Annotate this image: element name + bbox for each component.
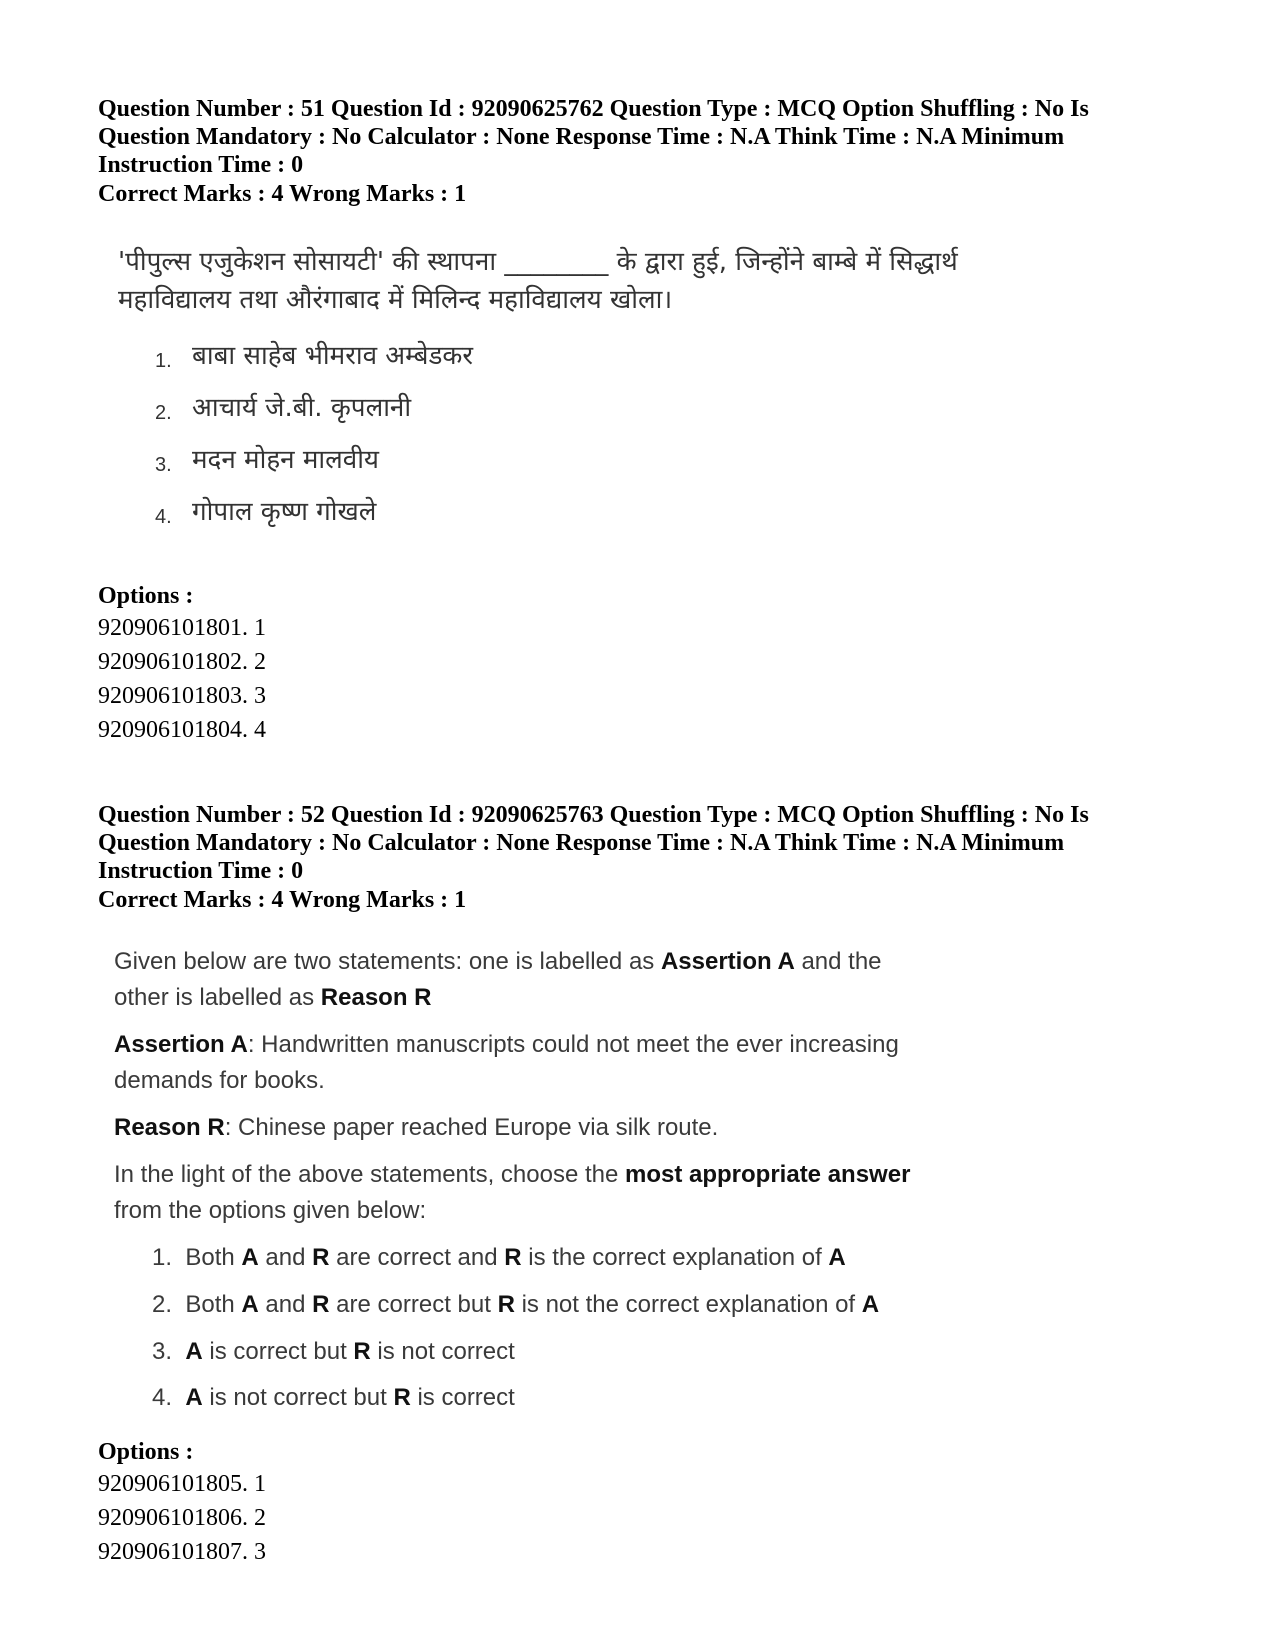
q52-choice-4 xyxy=(152,1380,515,1416)
q52-choice-1-r: R xyxy=(312,1244,330,1271)
q52-choice-3-t1: is correct but xyxy=(202,1338,354,1365)
q52-assertion-line2: demands for books. xyxy=(114,1067,325,1094)
q52-option-1: 920906101805. 1 xyxy=(98,1471,266,1497)
q52-assertion-text: : Handwritten manuscripts could not meet the ever increasing xyxy=(247,1031,899,1058)
q52-choice-1-a2: A xyxy=(828,1244,846,1271)
q52-choice-1-t1: Both xyxy=(185,1244,242,1271)
q52-instruction-text: In the light of the above statements, choose the xyxy=(114,1161,625,1188)
q51-choice-4-number: 4. xyxy=(155,506,172,528)
q52-choice-3-a: A xyxy=(185,1338,203,1365)
q52-instruction-line1 xyxy=(114,1157,910,1193)
q52-meta: Question Number : 52 Question Id : 92090625763 Question Type : MCQ Option Shuffling : No Is Question Mandatory : No Calculator : None Response Time : N.A Think Time : N.A Minimum Instruction Time : 0 xyxy=(98,802,1089,884)
q52-choice-1 xyxy=(152,1240,846,1276)
q52-choice-2-a: A xyxy=(241,1291,259,1318)
q52-choice-1-t4: is the correct explanation of xyxy=(521,1244,829,1271)
q52-choice-2 xyxy=(152,1287,879,1323)
q51-choice-1-text: बाबा साहेब भीमराव अम्बेडकर xyxy=(192,341,473,371)
q51-option-4: 920906101804. 4 xyxy=(98,717,266,743)
q51-meta: Question Number : 51 Question Id : 92090625762 Question Type : MCQ Option Shuffling : No Is Question Mandatory : No Calculator : None Response Time : N.A Think Time : N.A Minimum Instruction Time : 0 xyxy=(98,96,1089,178)
q52-choice-2-r2: R xyxy=(497,1291,515,1318)
q52-choice-3-number: 3. xyxy=(152,1338,173,1365)
q52-choice-2-t4: is not the correct explanation of xyxy=(514,1291,862,1318)
q51-option-3: 920906101803. 3 xyxy=(98,683,266,709)
q51-choice-4-text: गोपाल कृष्ण गोखले xyxy=(192,497,377,527)
q52-choice-3 xyxy=(152,1334,515,1370)
q52-option-3: 920906101807. 3 xyxy=(98,1539,266,1565)
q52-choice-4-t2: is correct xyxy=(410,1384,515,1411)
q52-reason-line xyxy=(114,1110,718,1146)
q52-intro2-reason: Reason R xyxy=(320,984,432,1011)
q52-assertion-line1 xyxy=(114,1027,899,1063)
q52-choice-4-t1: is not correct but xyxy=(202,1384,394,1411)
q52-intro2-text: other is labelled as xyxy=(114,984,321,1011)
q51-choice-2-text: आचार्य जे.बी. कृपलानी xyxy=(192,393,412,423)
q52-assertion-label: Assertion A xyxy=(114,1031,248,1058)
q52-choice-3-r: R xyxy=(353,1338,371,1365)
q52-choice-2-r: R xyxy=(312,1291,330,1318)
q51-marks: Correct Marks : 4 Wrong Marks : 1 xyxy=(98,181,467,207)
q52-options-title: Options : xyxy=(98,1439,194,1465)
q51-choice-1-number: 1. xyxy=(155,350,172,372)
q51-options-title: Options : xyxy=(98,583,194,609)
q52-intro-text-a: Given below are two statements: one is labelled as xyxy=(114,948,661,975)
q52-choice-1-r2: R xyxy=(504,1244,522,1271)
q52-choice-2-t2: and xyxy=(258,1291,313,1318)
q52-instruction-emphasis: most appropriate answer xyxy=(625,1161,911,1188)
q52-instruction-line2: from the options given below: xyxy=(114,1197,427,1224)
q52-intro-text-c: and the xyxy=(794,948,882,975)
q52-intro-line2 xyxy=(114,980,432,1016)
q51-choice-3-text: मदन मोहन मालवीय xyxy=(192,445,380,475)
q52-choice-4-a: A xyxy=(185,1384,203,1411)
q52-choice-2-number: 2. xyxy=(152,1291,173,1318)
q52-option-2: 920906101806. 2 xyxy=(98,1505,266,1531)
q52-marks: Correct Marks : 4 Wrong Marks : 1 xyxy=(98,887,467,913)
q52-choice-1-t3: are correct and xyxy=(329,1244,505,1271)
q52-choice-4-number: 4. xyxy=(152,1384,173,1411)
q52-choice-2-a2: A xyxy=(861,1291,880,1318)
q51-choice-3-number: 3. xyxy=(155,454,172,476)
q52-intro-line1 xyxy=(114,944,882,980)
q51-stem-line1: 'पीपुल्स एजुकेशन सोसायटी' की स्थापना ________ के द्वारा हुई, जिन्होंने बाम्बे में सिद्धार्थ xyxy=(118,247,958,277)
q52-choice-1-a: A xyxy=(241,1244,259,1271)
q52-choice-2-t3: are correct but xyxy=(329,1291,498,1318)
q51-stem-line2: महाविद्यालय तथा औरंगाबाद में मिलिन्द महाविद्यालय खोला। xyxy=(118,285,673,315)
q52-intro-assertion: Assertion A xyxy=(660,948,795,975)
q51-option-2: 920906101802. 2 xyxy=(98,649,266,675)
q52-choice-2-t1: Both xyxy=(185,1291,242,1318)
q52-choice-3-t2: is not correct xyxy=(370,1338,515,1365)
q52-choice-4-r: R xyxy=(393,1384,411,1411)
q52-choice-1-number: 1. xyxy=(152,1244,173,1271)
q51-option-1: 920906101801. 1 xyxy=(98,615,266,641)
q52-reason-label: Reason R xyxy=(114,1114,225,1141)
q52-reason-text: : Chinese paper reached Europe via silk route. xyxy=(224,1114,719,1141)
q52-choice-1-t2: and xyxy=(258,1244,313,1271)
q51-choice-2-number: 2. xyxy=(155,402,172,424)
